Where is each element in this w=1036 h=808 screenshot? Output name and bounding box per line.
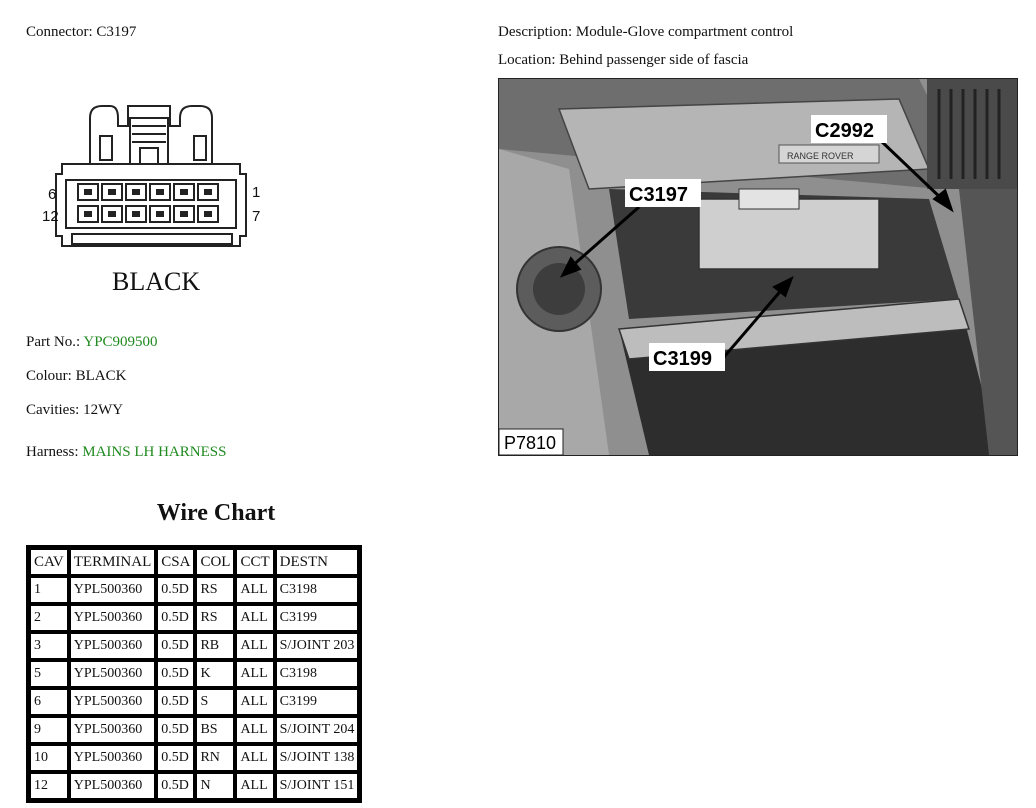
location-photo [498,78,1018,456]
header-cav: CAV [30,549,68,575]
cell-destn: C3199 [276,605,359,631]
header-destn: DESTN [276,549,359,575]
table-row [30,605,358,631]
table-row [30,577,358,603]
cell-terminal: YPL500360 [70,661,156,687]
pin-label-1: 1 [252,184,261,201]
location-value: Behind passenger side of fascia [559,52,749,68]
part-no-label: Part No.: [26,334,81,350]
cell-destn: S/JOINT 138 [276,745,359,771]
colour-value: BLACK [75,368,127,384]
cell-csa: 0.5D [157,717,194,743]
cavities-line [26,402,123,419]
colour-label: Colour: [26,368,72,384]
cell-terminal: YPL500360 [70,717,156,743]
location-label: Location: [498,52,556,68]
cell-csa: 0.5D [157,745,194,771]
cell-col: RS [196,577,234,603]
connector-colour-text: BLACK [112,267,201,296]
cell-csa: 0.5D [157,605,194,631]
cavities-value: 12WY [83,402,124,418]
description-value: Module-Glove compartment control [575,24,794,40]
harness-line [26,444,226,461]
cell-csa: 0.5D [157,633,194,659]
cell-cct: ALL [236,717,273,743]
cell-terminal: YPL500360 [70,773,156,799]
cell-col: RN [196,745,234,771]
cell-destn: C3198 [276,577,359,603]
cell-destn: S/JOINT 203 [276,633,359,659]
cell-col: N [196,773,234,799]
connector-line [26,24,136,41]
wire-chart-table [26,545,362,803]
cell-cav: 5 [30,661,68,687]
cell-destn: S/JOINT 151 [276,773,359,799]
cell-csa: 0.5D [157,689,194,715]
description-label: Description: [498,24,573,40]
cell-cct: ALL [236,745,273,771]
cell-destn: C3198 [276,661,359,687]
cell-col: BS [196,717,234,743]
colour-line [26,368,126,385]
cell-col: RS [196,605,234,631]
header-terminal: TERMINAL [70,549,156,575]
part-no-value[interactable]: YPC909500 [83,334,158,350]
table-row [30,773,358,799]
harness-value[interactable]: MAINS LH HARNESS [82,444,227,460]
table-header-row [30,549,358,575]
cell-csa: 0.5D [157,773,194,799]
cavities-label: Cavities: [26,402,80,418]
callout-c3197: C3197 [629,184,688,206]
cell-cct: ALL [236,689,273,715]
cell-cav: 12 [30,773,68,799]
cell-terminal: YPL500360 [70,745,156,771]
cell-cav: 1 [30,577,68,603]
location-line [498,52,748,69]
location-photo-drawing [499,79,1017,455]
header-csa: CSA [157,549,194,575]
cell-cav: 2 [30,605,68,631]
cell-cav: 10 [30,745,68,771]
description-line [498,24,793,41]
pin-label-6: 6 [48,186,57,203]
cell-destn: C3199 [276,689,359,715]
photo-badge: RANGE ROVER [787,151,854,161]
cell-cct: ALL [236,577,273,603]
cell-csa: 0.5D [157,577,194,603]
part-no-line [26,334,158,351]
wire-chart-body [30,577,358,799]
table-row [30,633,358,659]
cell-terminal: YPL500360 [70,577,156,603]
cell-col: S [196,689,234,715]
table-row [30,717,358,743]
cell-terminal: YPL500360 [70,605,156,631]
cell-col: RB [196,633,234,659]
connector-diagram [40,96,270,306]
harness-label: Harness: [26,444,79,460]
cell-destn: S/JOINT 204 [276,717,359,743]
table-row [30,745,358,771]
callout-c2992: C2992 [815,120,874,142]
table-row [30,689,358,715]
cell-cct: ALL [236,661,273,687]
connector-face-drawing [40,96,270,306]
photo-ref: P7810 [504,433,557,453]
cell-cct: ALL [236,605,273,631]
cell-csa: 0.5D [157,661,194,687]
table-row [30,661,358,687]
pin-label-12: 12 [42,208,59,225]
pin-label-7: 7 [252,208,261,225]
cell-cav: 9 [30,717,68,743]
cell-cav: 6 [30,689,68,715]
connector-value: C3197 [96,24,137,40]
cell-cct: ALL [236,633,273,659]
cell-cav: 3 [30,633,68,659]
header-cct: CCT [236,549,273,575]
header-col: COL [196,549,234,575]
wire-chart-title: Wire Chart [156,500,276,526]
cell-col: K [196,661,234,687]
cell-terminal: YPL500360 [70,689,156,715]
cell-cct: ALL [236,773,273,799]
connector-label: Connector: [26,24,93,40]
callout-c3199: C3199 [653,348,712,370]
cell-terminal: YPL500360 [70,633,156,659]
